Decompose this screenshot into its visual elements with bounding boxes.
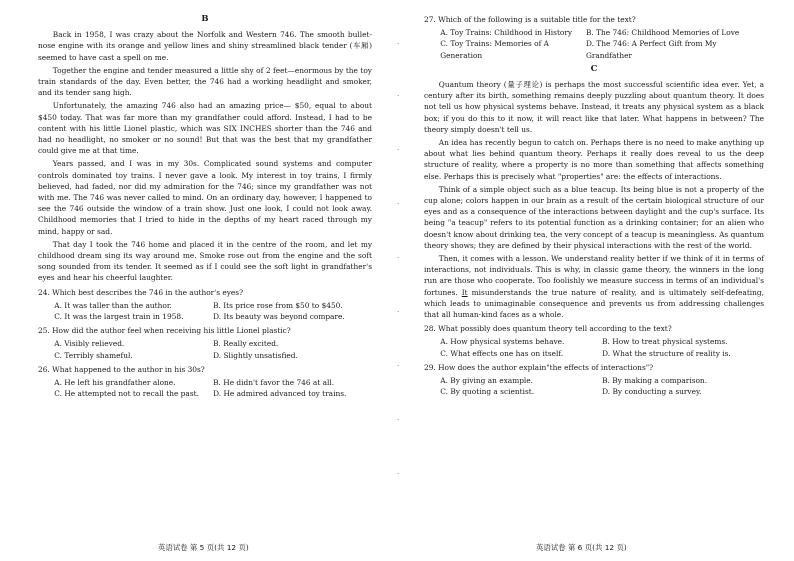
option-d: D. Its beauty was beyond compare. <box>213 312 345 322</box>
option-b: B. He didn't favor the 746 at all. <box>213 378 335 388</box>
question-26-options <box>38 377 372 399</box>
option-d: D. By conducting a survey. <box>602 387 702 397</box>
paragraph-rest: misunderstands the true nature of reality, and is ultimately self-defeating, which leads to unimaginable consequence and prevents us from addressing challenges that all human-kind faces as a whole. <box>424 287 764 320</box>
option-d: D. He admired advanced toy trains. <box>213 389 347 399</box>
passage-paragraph: An idea has recently begun to catch on. Perhaps there is no need to make anything up about what lies behind quantum theory. Perhaps it really does reveal to us the deep structure of reality, where a property is no more than something that affects something else. Perhaps this is precisely what "properties" are: the effects of interactions. <box>424 138 764 181</box>
section-letter-b: B <box>201 14 209 24</box>
question-28-options <box>424 336 764 358</box>
passage-paragraph: Unfortunately, the amazing 746 also had an amazing price— $50, equal to about $450 today. That was far more than my grandfather could afford. Instead, I had to be content with his little Lionel plastic, which was SIX INCHES shorter than the 746 and had no headlight, no smoker or no sound! But that was the best that my grandfather could give me at that time. <box>38 101 372 156</box>
passage-paragraph: Quantum theory (量子理论) is perhaps the most successful scientific idea ever. Yet, a century after its birth, something remains deeply puzzling about quantum theory. It does not tell us how physical systems behave. Instead, it treats any physical system as a black box; if you do this to it now, it will react like that later. What happens in between? The theory simply doesn't tell us. <box>424 80 764 134</box>
underlined-word: It <box>461 287 468 297</box>
option-a: A. How physical systems behave. <box>440 337 565 347</box>
question-26-stem: 26. What happened to the author in his 30s? <box>38 364 205 374</box>
gutter-tick: · <box>397 416 400 424</box>
option-c: C. Terribly shameful. <box>54 350 133 360</box>
binding-gutter <box>391 0 411 561</box>
passage-paragraph: Think of a simple object such as a blue teacup. Its being blue is not a property of the cup alone; colors happen in our brain as a result of the certain biological structure of our eyes and as a consequence of the interactions between daylight and the cup's surface. Its being "a teacup" refers to its potential function as a drinking container; for an alien who doesn't know about drinking tea, the very concept of a teacup is meaningless. As quantum theory shows; they are defined by their physical interactions with the rest of the world. <box>424 184 764 250</box>
question-24-stem: 24. Which best describes the 746 in the author's eyes? <box>38 287 244 297</box>
paragraph-lead: Then, it comes with a lesson. We understand reality better if we think of it in terms of interactions, not individuals. This is why, in classic game theory, the winners in the long run are those who cooperate. Too foolishly we measure success in terms of an individual's fortunes. <box>424 254 764 297</box>
question-25-options <box>38 338 372 360</box>
option-d: D. What the structure of reality is. <box>602 348 731 358</box>
gutter-tick: · <box>397 254 400 262</box>
gutter-tick: · <box>397 200 400 208</box>
question-27-options <box>424 27 764 61</box>
option-a: A. By giving an example. <box>440 376 534 386</box>
gutter-tick: · <box>397 308 400 316</box>
option-d: D. The 746: A Perfect Gift from My Grandfather <box>585 39 717 60</box>
option-c: C. What effects one has on itself. <box>440 348 564 358</box>
option-b: B. Its price rose from $50 to $450. <box>213 300 343 310</box>
option-c: C. He attempted not to recall the past. <box>54 389 199 399</box>
question-25-stem: 25. How did the author feel when receiving his little Lionel plastic? <box>38 326 291 336</box>
gutter-tick: · <box>397 40 400 48</box>
option-c: C. By quoting a scientist. <box>440 387 535 397</box>
option-c: C. Toy Trains: Memories of A Generation <box>440 39 549 60</box>
option-b: B. The 746: Childhood Memories of Love <box>585 28 740 38</box>
page-footer-6: 英语试卷 第 6 页(共 12 页) <box>536 543 627 552</box>
passage-paragraph: Back in 1958, I was crazy about the Norfolk and Western 746. The smooth bullet-nose engine with its orange and yellow lines and shiny streamlined black tender (车厢) seemed to have cast a spell on me. <box>38 30 372 62</box>
gutter-tick: · <box>397 470 400 478</box>
gutter-tick: · <box>397 92 400 100</box>
page-footer-5: 英语试卷 第 5 页(共 12 页) <box>158 543 249 552</box>
option-d: D. Slightly unsatisfied. <box>213 350 298 360</box>
section-letter-c: C <box>590 63 598 74</box>
passage-paragraph: Years passed, and I was in my 30s. Complicated sound systems and computer controls dominated toy trains. I never gave a look. My interest in toy trains, I firmly believed, had faded, nor did my admiration for the 746; since my grandfather was not with me. The 746 was never called to mind. On an ordinary day, however, I happened to see the 746 outside the window of a train show. Just one look, I could not look away. Childhood memories that I tried to hide in the depths of my heart raced through my mind, happy or sad. <box>38 159 372 236</box>
option-b: B. How to treat physical systems. <box>602 337 728 347</box>
option-c: C. It was the largest train in 1958. <box>54 312 184 322</box>
option-a: A. He left his grandfather alone. <box>54 378 176 388</box>
option-b: B. By making a comparison. <box>602 376 708 386</box>
passage-paragraph <box>424 253 764 320</box>
option-a: A. Visibly relieved. <box>54 339 125 349</box>
question-29-options <box>424 375 764 397</box>
option-b: B. Really excited. <box>213 339 279 349</box>
passage-paragraph: Together the engine and tender measured a little shy of 2 feet—enormous by the toy train standards of the day. Even better, the 746 had a working headlight and smoker, and its tender sang high. <box>38 65 372 98</box>
gutter-tick: · <box>397 146 400 154</box>
question-29-stem: 29. How does the author explain"the effects of interactions"? <box>424 362 654 372</box>
gutter-tick: · <box>397 362 400 370</box>
option-a: A. It was taller than the author. <box>54 300 172 310</box>
option-a: A. Toy Trains: Childhood in History <box>440 28 573 38</box>
page-5-column <box>38 14 372 403</box>
question-28-stem: 28. What possibly does quantum theory tell according to the text? <box>424 324 672 334</box>
question-27-stem: 27. Which of the following is a suitable title for the text? <box>424 15 636 24</box>
passage-paragraph: That day I took the 746 home and placed it in the centre of the room, and let my childhood dream sing its way around me. Smoke rose out from the engine and the soft song sounded from its tender. It seemed as if I could see the soft light in grandfather's eyes and hear his cheerful laughter. <box>38 239 372 283</box>
page-6-column <box>424 14 764 401</box>
question-24-options <box>38 300 372 322</box>
